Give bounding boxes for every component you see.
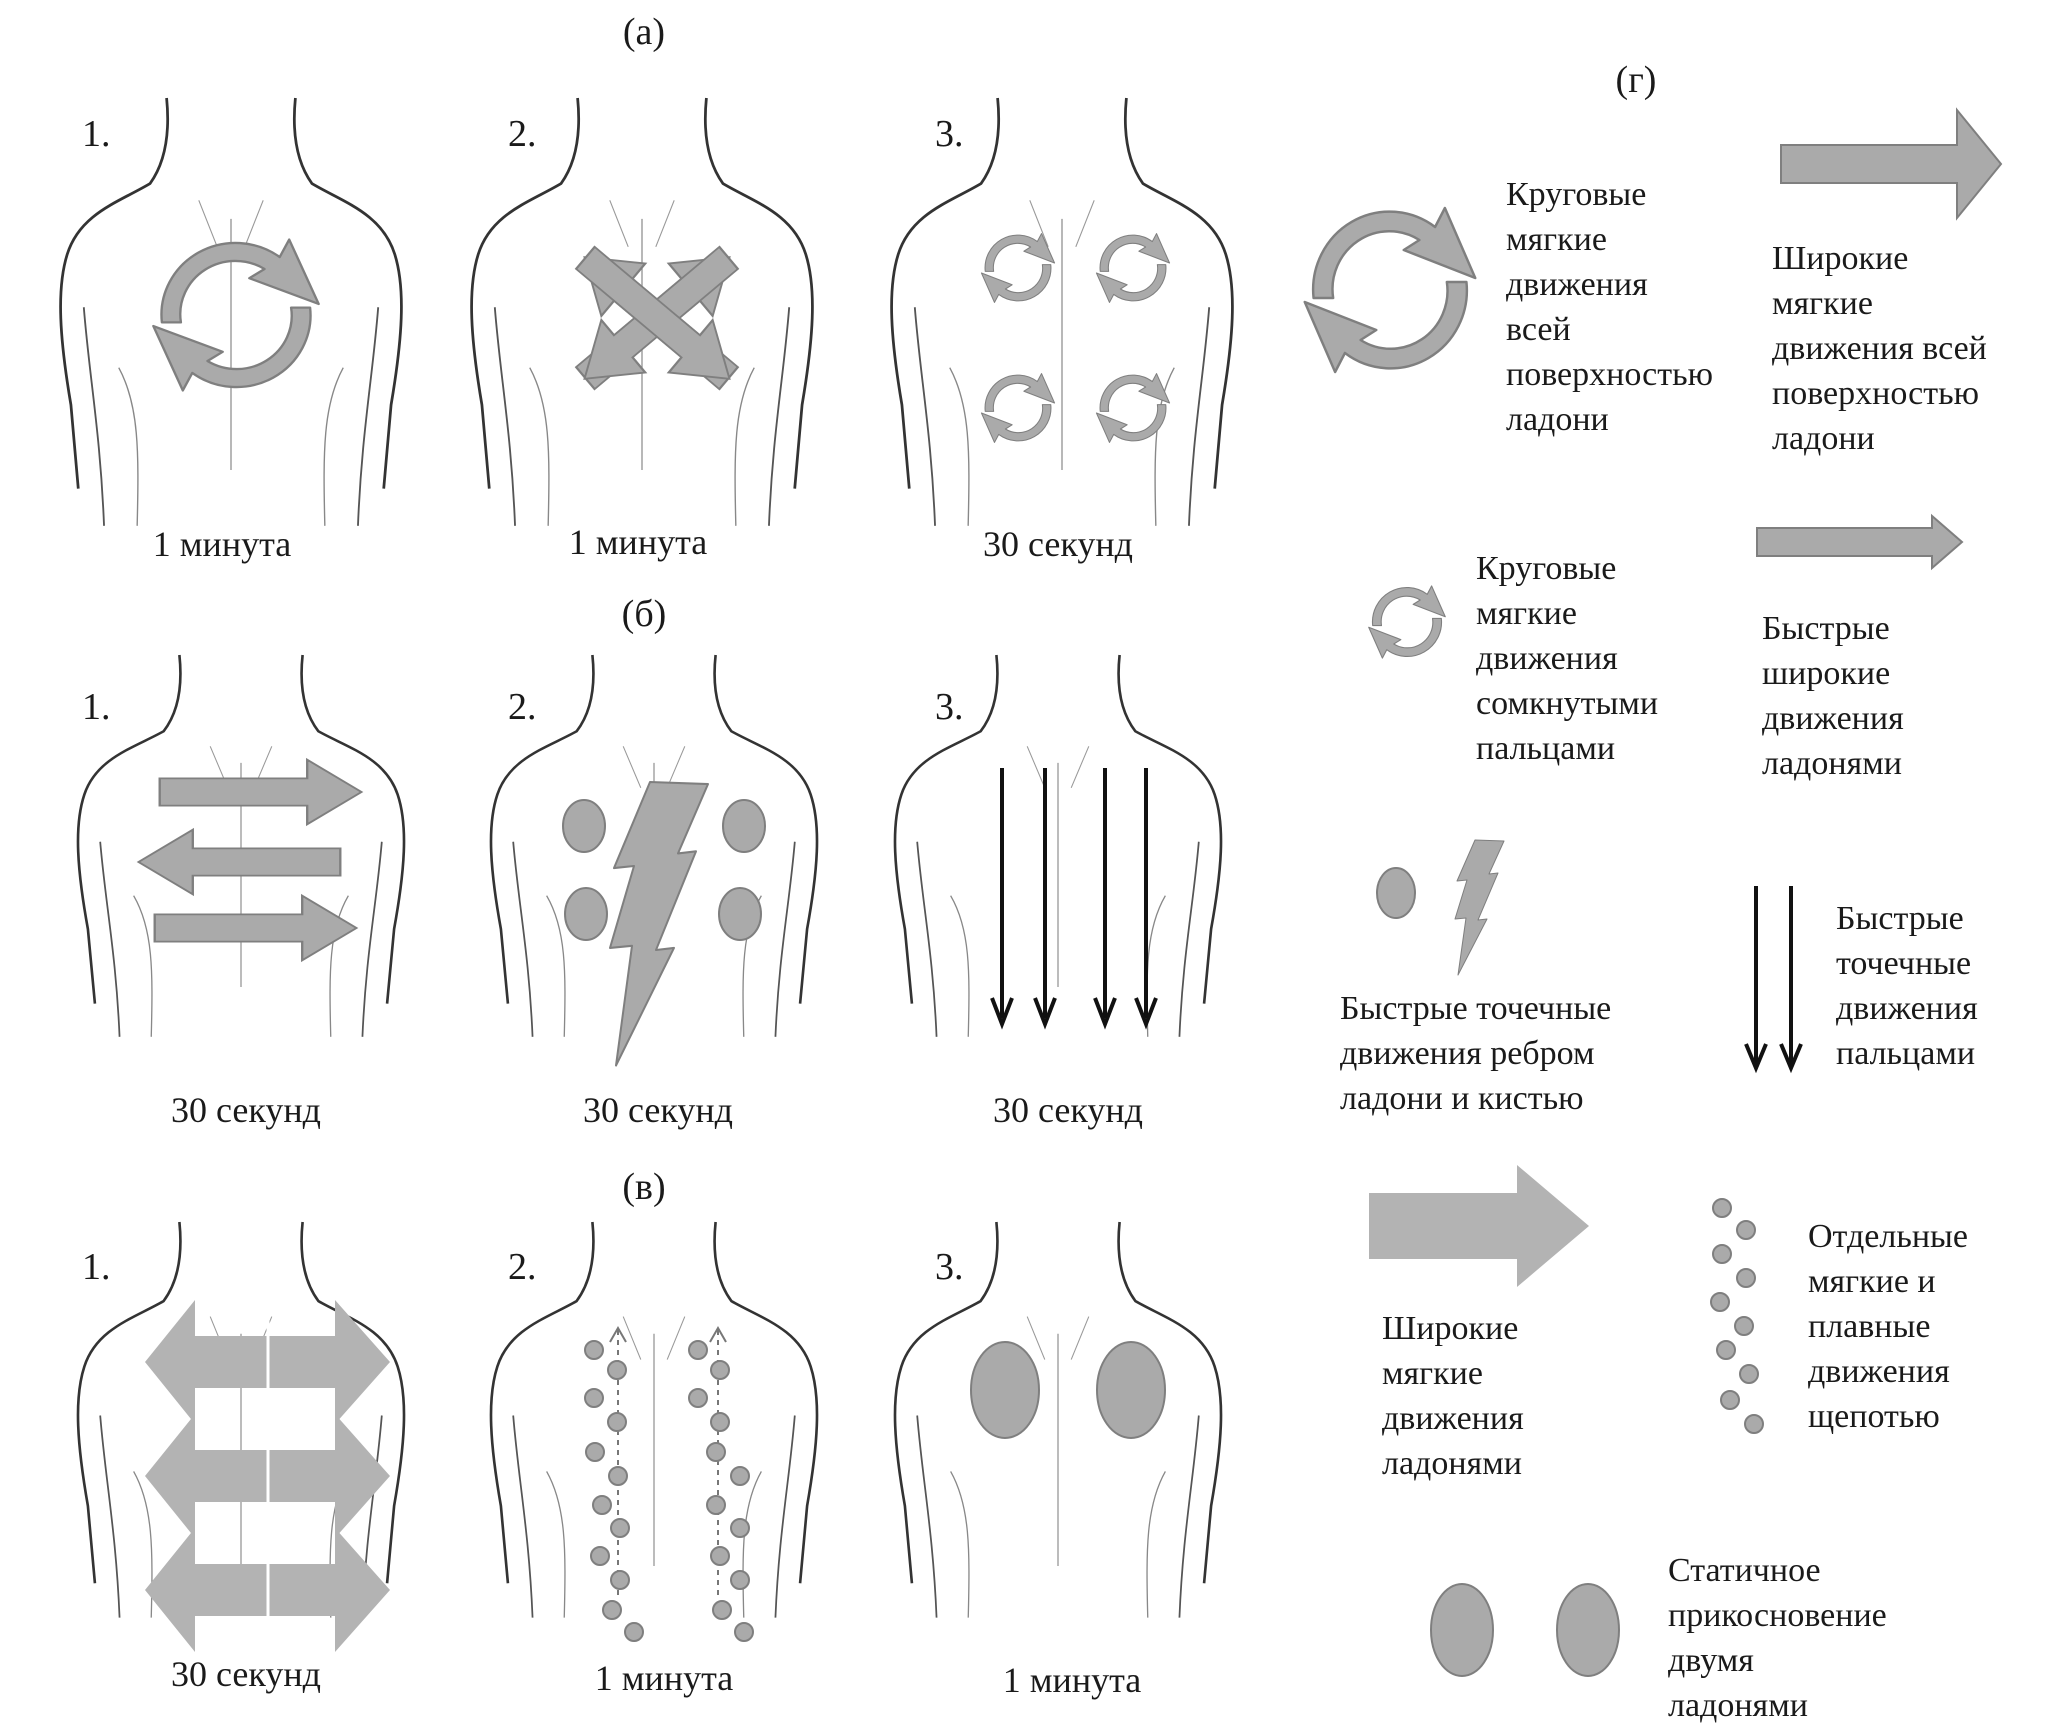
panel-caption: 30 секунд: [993, 1090, 1143, 1130]
panel-number: 3.: [935, 686, 964, 728]
legend-text: Широкие мягкие движения всей поверхностью ладони: [1772, 240, 1987, 457]
panel-caption: 30 секунд: [171, 1654, 321, 1694]
section-label-c: (в): [622, 1166, 666, 1208]
legend-text: Отдельные мягкие и плавные движения щепотью: [1808, 1218, 1968, 1435]
panel-number: 1.: [82, 1246, 111, 1288]
two-ovals-icon: [971, 1342, 1165, 1438]
section-b-drawings: [78, 655, 1221, 1066]
large-circular-arrows-icon: [1305, 208, 1476, 372]
panel-caption: 1 минута: [152, 524, 292, 564]
panel-number: 1.: [82, 686, 111, 728]
thin-block-arrow-icon: [1757, 516, 1962, 568]
double-headed-arrows-icon: [145, 1300, 390, 1652]
double-down-arrows-icon: [1746, 886, 1801, 1068]
section-a-drawings: [61, 98, 1233, 526]
small-circular-arrows-icon: [981, 234, 1169, 443]
legend-text: Быстрые точечные движения ребром ладони и кистью: [1340, 990, 1612, 1117]
panel-caption: 30 секунд: [583, 1090, 733, 1130]
panel-number: 3.: [935, 1246, 964, 1288]
large-block-arrow-icon: [1781, 110, 2001, 218]
ovals-and-lightning-icon: [563, 782, 765, 1066]
panel-caption: 1 минута: [594, 1658, 734, 1698]
panel-number: 1.: [82, 113, 111, 155]
back-drawing: [78, 655, 404, 1037]
diagonal-arrows-icon: [527, 231, 751, 405]
dot-and-lightning-icon: [1377, 840, 1504, 975]
section-label-a: (а): [622, 11, 666, 53]
section-label-b: (б): [621, 593, 667, 635]
back-drawing: [61, 98, 402, 526]
two-ovals-icon: [1431, 1584, 1619, 1676]
section-c-drawings: [78, 1222, 1221, 1652]
thin-down-arrows-icon: [992, 768, 1156, 1024]
panel-number: 3.: [935, 113, 964, 155]
section-label-g: (г): [1615, 59, 1657, 101]
legend-text: Статичное прикосновение двумя ладонями: [1668, 1552, 1887, 1724]
small-circular-arrows-icon: [1369, 586, 1446, 658]
panel-caption: 30 секунд: [171, 1090, 321, 1130]
panel-caption: 1 минута: [568, 522, 708, 562]
dotted-trail-icon: [1711, 1199, 1763, 1433]
circular-arrows-icon: [153, 240, 318, 391]
panel-number: 2.: [508, 1246, 537, 1288]
legend-text: Широкие мягкие движения ладонями: [1382, 1310, 1524, 1482]
legend-text: Круговые мягкие движения сомкнутыми пальцами: [1476, 550, 1659, 767]
back-drawing: [491, 1222, 817, 1618]
dotted-trails-icon: [585, 1328, 753, 1641]
panel-caption: 30 секунд: [983, 524, 1133, 564]
wide-block-arrow-icon: [1369, 1165, 1589, 1287]
panel-number: 2.: [508, 113, 537, 155]
back-drawing: [892, 98, 1233, 526]
panel-caption: 1 минута: [1002, 1660, 1142, 1700]
legend-text: Круговые мягкие движения всей поверхностью ладони: [1506, 176, 1714, 438]
legend-text: Быстрые точечные движения пальцами: [1836, 900, 1978, 1072]
legend-text: Быстрые широкие движения ладонями: [1762, 610, 1904, 782]
horizontal-arrows-icon: [139, 760, 362, 961]
panel-number: 2.: [508, 686, 537, 728]
